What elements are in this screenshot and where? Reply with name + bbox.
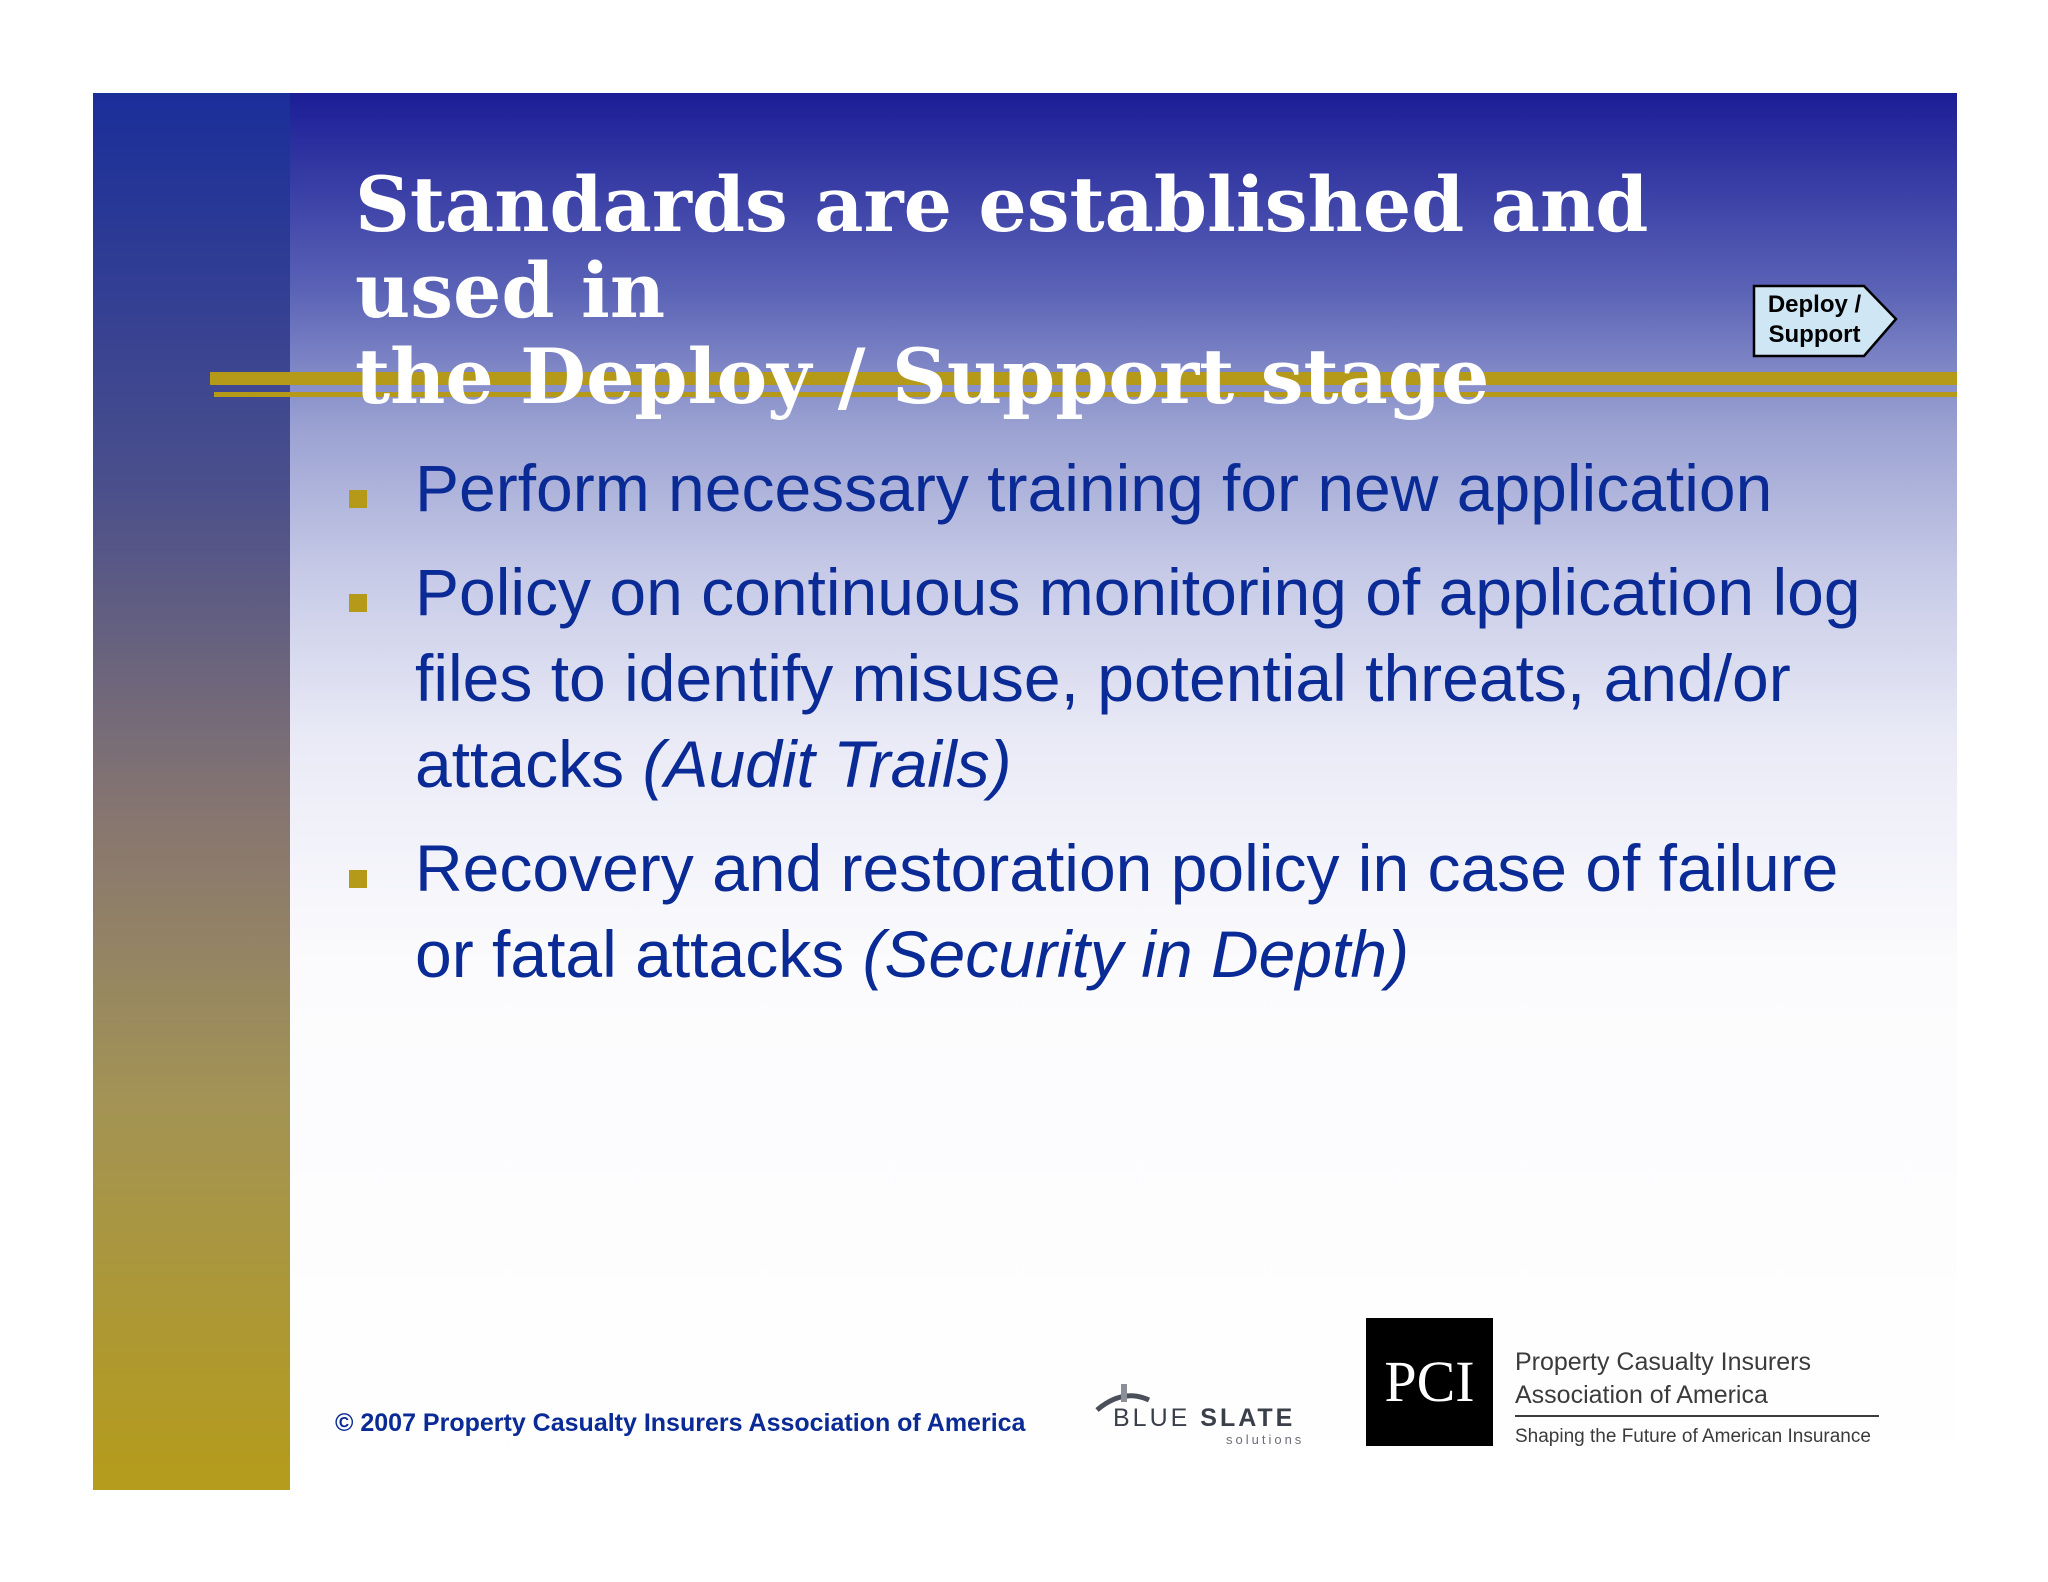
square-bullet-icon	[349, 870, 367, 888]
slide-title-line1: Standards are established and used in	[355, 160, 1649, 335]
stage-tag-line2: Support	[1768, 321, 1861, 348]
blueslate-word1: BLUE	[1113, 1404, 1191, 1432]
bullet-list	[340, 445, 1900, 1015]
bullet-item-monitoring	[340, 549, 1900, 807]
pci-name-line1: Property Casualty Insurers	[1515, 1348, 1811, 1376]
bullet-emphasis: (Audit Trails)	[642, 727, 1012, 801]
stage-tag	[1752, 284, 1900, 358]
blueslate-subtitle: solutions	[1226, 1432, 1305, 1447]
blueslate-wordmark	[1113, 1404, 1295, 1433]
pci-name-line2: Association of America	[1515, 1381, 1768, 1409]
bullet-emphasis: (Security in Depth)	[862, 917, 1410, 991]
square-bullet-icon	[349, 594, 367, 612]
stage-tag-line1: Deploy /	[1767, 291, 1862, 318]
square-bullet-icon	[349, 490, 367, 508]
pci-logo: PCI	[1366, 1318, 1493, 1446]
pci-tagline: Shaping the Future of American Insurance	[1515, 1426, 1871, 1447]
left-gradient-bar	[93, 93, 290, 1490]
bullet-text: Perform necessary training for new application	[415, 451, 1773, 525]
blueslate-word2: SLATE	[1200, 1404, 1296, 1432]
stage-tag-label	[1752, 290, 1877, 350]
bullet-text: Policy on continuous monitoring of application log files to identify misuse, potential threats, and/or attacks	[415, 555, 1861, 801]
pci-organization-name	[1515, 1346, 1811, 1412]
bullet-text: Recovery and restoration policy in case of failure or fatal attacks	[415, 831, 1839, 991]
bullet-item-training	[340, 445, 1900, 531]
copyright-notice: © 2007 Property Casualty Insurers Association of America	[335, 1409, 1026, 1437]
pci-divider	[1515, 1415, 1879, 1417]
bullet-item-recovery	[340, 825, 1900, 997]
slide-title	[355, 162, 1805, 420]
slide-title-line2: the Deploy / Support stage	[355, 332, 1490, 421]
blueslate-logo	[1093, 1382, 1323, 1448]
